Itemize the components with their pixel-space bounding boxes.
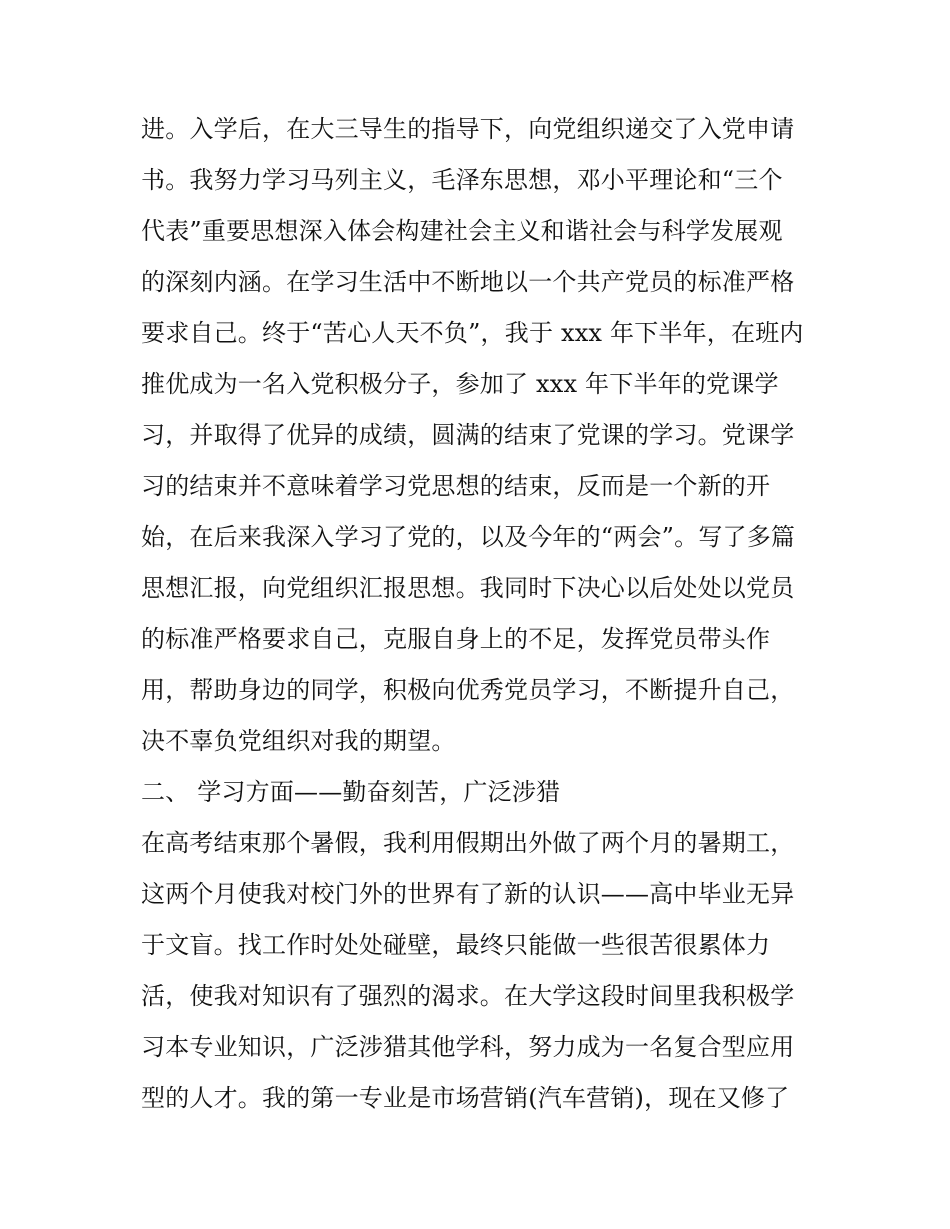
body-text [141, 104, 831, 1124]
text-line: 思想汇报，向党组织汇报思想。我同时下决心以后处处以党员 [141, 574, 795, 602]
text-line: 书。我努力学习马列主义，毛泽东思想，邓小平理论和“三个 [141, 166, 783, 194]
text-line: 这两个月使我对校门外的世界有了新的认识——高中毕业无异 [141, 880, 795, 908]
text-line: 决不辜负党组织对我的期望。 [141, 727, 456, 755]
text-line: 推优成为一名入党积极分子，参加了 xxx 年下半年的党课学 [141, 370, 779, 398]
text-line: 用，帮助身边的同学，积极向优秀党员学习，不断提升自己， [141, 676, 795, 704]
text-line: 进。入学后，在大三导生的指导下，向党组织递交了入党申请 [141, 115, 795, 143]
text-line: 习，并取得了优异的成绩，圆满的结束了党课的学习。党课学 [141, 421, 795, 449]
text-line: 活，使我对知识有了强烈的渴求。在大学这段时间里我积极学 [141, 982, 795, 1010]
text-line: 于文盲。找工作时处处碰壁，最终只能做一些很苦很累体力 [141, 931, 771, 959]
text-line: 在高考结束那个暑假，我利用假期出外做了两个月的暑期工， [141, 829, 795, 857]
text-line: 要求自己。终于“苦心人天不负”，我于 xxx 年下半年，在班内 [141, 319, 804, 347]
text-line: 型的人才。我的第一专业是市场营销(汽车营销)，现在又修了 [141, 1084, 790, 1112]
text-line: 习本专业知识，广泛涉猎其他学科，努力成为一名复合型应用 [141, 1033, 795, 1061]
section-heading: 二、 学习方面——勤奋刻苦，广泛涉猎 [141, 778, 561, 806]
text-line: 代表”重要思想深入体会构建社会主义和谐社会与科学发展观 [141, 217, 783, 245]
text-line: 的深刻内涵。在学习生活中不断地以一个共产党员的标准严格 [141, 268, 795, 296]
text-line: 的标准严格要求自己，克服自身上的不足，发挥党员带头作 [141, 625, 771, 653]
text-line: 始，在后来我深入学习了党的，以及今年的“两会”。写了多篇 [141, 523, 796, 551]
text-line: 习的结束并不意味着学习党思想的结束，反而是一个新的开 [141, 472, 771, 500]
